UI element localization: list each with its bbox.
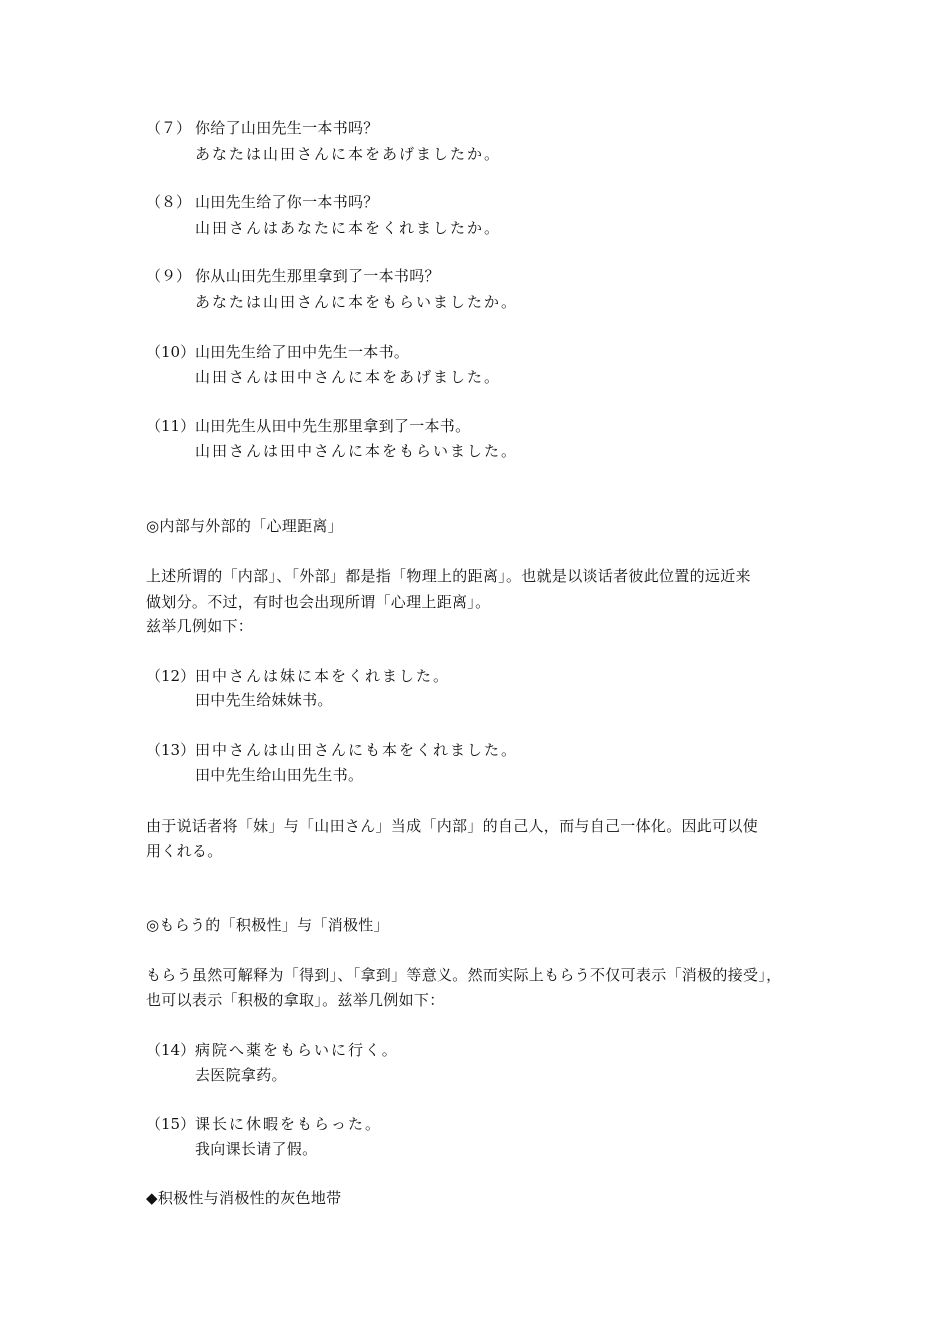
paragraph-line: 用くれる。 <box>146 842 223 860</box>
example-japanese: 课长に休暇をもらった。 <box>195 1115 383 1133</box>
example-number: （10） <box>146 343 196 361</box>
section-heading: ◎内部与外部的「心理距离」 <box>146 517 343 535</box>
example-chinese: 我向课长请了假。 <box>195 1140 318 1158</box>
section-heading: ◆积极性与消极性的灰色地带 <box>146 1189 342 1207</box>
example-number: （12） <box>146 667 196 685</box>
example-number: （11） <box>146 417 196 435</box>
example-chinese: 你从山田先生那里拿到了一本书吗？ <box>195 267 440 285</box>
example-chinese: 田中先生给妹妹书。 <box>195 691 333 709</box>
paragraph-line: 兹举几例如下： <box>146 617 254 635</box>
example-number: （13） <box>146 741 196 759</box>
paragraph-line: 由于说话者将「妹」与「山田さん」当成「内部」的自己人，而与自己一体化。因此可以使 <box>146 817 759 835</box>
section-heading: ◎もらう的「积极性」与「消极性」 <box>146 916 389 934</box>
paragraph-line: 也可以表示「积极的拿取」。兹举几例如下： <box>146 991 445 1009</box>
example-number: （14） <box>146 1041 196 1059</box>
example-japanese: 山田さんはあなたに本をくれましたか。 <box>195 219 502 237</box>
paragraph-line: 上述所谓的「内部」、「外部」都是指「物理上的距离」。也就是以谈话者彼此位置的远近来 <box>146 567 751 585</box>
example-chinese: 田中先生给山田先生书。 <box>195 766 364 784</box>
example-number: （８） <box>146 193 192 211</box>
example-japanese: あなたは山田さんに本をあげましたか。 <box>195 145 502 163</box>
example-chinese: 你给了山田先生一本书吗？ <box>195 119 379 137</box>
example-number: （７） <box>146 119 192 137</box>
example-chinese: 去医院拿药。 <box>195 1066 287 1084</box>
example-chinese: 山田先生给了田中先生一本书。 <box>195 343 410 361</box>
example-number: （９） <box>146 267 192 285</box>
paragraph-line: もらう虽然可解释为「得到」、「拿到」等意义。然而实际上もらう不仅可表示「消极的接受」， <box>146 966 782 984</box>
paragraph-line: 做划分。不过，有时也会出现所谓「心理上距离」。 <box>146 593 491 611</box>
example-chinese: 山田先生从田中先生那里拿到了一本书。 <box>195 417 471 435</box>
example-japanese: 田中さんは妹に本をくれました。 <box>195 667 451 685</box>
example-number: （15） <box>146 1115 196 1133</box>
example-japanese: あなたは山田さんに本をもらいましたか。 <box>195 293 519 311</box>
example-japanese: 山田さんは田中さんに本をもらいました。 <box>195 442 519 460</box>
example-chinese: 山田先生给了你一本书吗？ <box>195 193 379 211</box>
example-japanese: 病院へ薬をもらいに行く。 <box>195 1041 399 1059</box>
example-japanese: 田中さんは山田さんにも本をくれました。 <box>195 741 519 759</box>
example-japanese: 山田さんは田中さんに本をあげました。 <box>195 368 502 386</box>
